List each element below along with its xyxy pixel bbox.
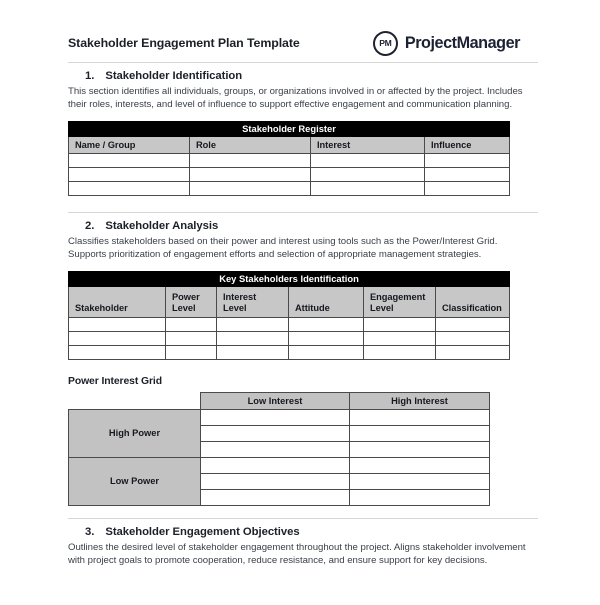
- col-engagement-level-line1: Engagement: [370, 291, 426, 302]
- grid-cell[interactable]: [350, 409, 490, 425]
- power-interest-grid-label: Power Interest Grid: [68, 375, 162, 387]
- section-2-body: Classifies stakeholders based on their power and interest using tools such as the Power/Interest Grid. Supports prioritization of engagement efforts and selection of appropriate management strategies.: [68, 235, 498, 261]
- col-attitude: [289, 286, 364, 317]
- projectmanager-logo: [373, 31, 520, 56]
- document-header: [0, 0, 600, 62]
- grid-row-low-power: Low Power: [69, 457, 201, 505]
- register-cell[interactable]: [425, 167, 510, 181]
- grid-cell[interactable]: [350, 489, 490, 505]
- register-cell[interactable]: [311, 181, 425, 195]
- key-stakeholders-cell[interactable]: [217, 331, 289, 345]
- key-stakeholders-cell[interactable]: [289, 331, 364, 345]
- table-row[interactable]: [69, 317, 510, 331]
- key-stakeholders-cell[interactable]: [217, 317, 289, 331]
- register-cell[interactable]: [311, 153, 425, 167]
- grid-cell[interactable]: [201, 457, 350, 473]
- grid-col-high-interest: High Interest: [350, 392, 490, 409]
- section-divider: [68, 212, 538, 213]
- section-stakeholder-identification: [0, 62, 600, 196]
- key-stakeholders-cell[interactable]: [289, 317, 364, 331]
- key-stakeholders-cell[interactable]: [69, 331, 166, 345]
- section-divider: [68, 62, 538, 63]
- register-col-name-group: Name / Group: [69, 136, 190, 153]
- pm-circle-icon: [373, 31, 398, 56]
- register-col-interest: Interest: [311, 136, 425, 153]
- grid-row[interactable]: [69, 457, 490, 473]
- col-power-level-line2: Level: [172, 303, 196, 314]
- grid-header-row: [69, 392, 490, 409]
- col-stakeholder: [69, 286, 166, 317]
- grid-cell[interactable]: [201, 425, 350, 441]
- col-classification: [436, 286, 510, 317]
- spacer: [0, 196, 600, 212]
- table-row[interactable]: [69, 331, 510, 345]
- key-stakeholders-cell[interactable]: [436, 331, 510, 345]
- register-cell[interactable]: [69, 181, 190, 195]
- brand-wordmark: ProjectManager: [404, 33, 520, 52]
- pm-monogram: PM: [379, 37, 392, 48]
- register-header-row: [69, 136, 510, 153]
- register-cell[interactable]: [69, 167, 190, 181]
- grid-cell[interactable]: [201, 489, 350, 505]
- key-stakeholders-cell[interactable]: [166, 317, 217, 331]
- table-row[interactable]: [69, 153, 510, 167]
- register-title-row: [69, 121, 510, 136]
- grid-cell[interactable]: [201, 409, 350, 425]
- section-3-heading: [68, 526, 538, 538]
- grid-cell[interactable]: [201, 441, 350, 457]
- col-engagement-level: [364, 286, 436, 317]
- page-title: Stakeholder Engagement Plan Template: [68, 36, 300, 50]
- key-stakeholders-cell[interactable]: [436, 345, 510, 359]
- grid-cell[interactable]: [350, 441, 490, 457]
- grid-cell[interactable]: [350, 457, 490, 473]
- key-stakeholders-cell[interactable]: [289, 345, 364, 359]
- key-stakeholders-block: [68, 271, 538, 360]
- register-cell[interactable]: [69, 153, 190, 167]
- col-interest-level-line2: Level: [223, 303, 247, 314]
- key-stakeholders-cell[interactable]: [69, 345, 166, 359]
- grid-cell[interactable]: [350, 473, 490, 489]
- grid-cell[interactable]: [201, 473, 350, 489]
- key-stakeholders-cell[interactable]: [217, 345, 289, 359]
- table-row[interactable]: [69, 345, 510, 359]
- grid-row[interactable]: [69, 409, 490, 425]
- section-stakeholder-analysis: [0, 212, 600, 360]
- section-stakeholder-engagement-objectives: [0, 518, 600, 568]
- section-3-number: 3.: [85, 525, 95, 538]
- section-2-title: Stakeholder Analysis: [105, 219, 219, 232]
- key-stakeholders-cell[interactable]: [364, 331, 436, 345]
- register-cell[interactable]: [190, 181, 311, 195]
- grid-cell[interactable]: [350, 425, 490, 441]
- section-1-number: 1.: [85, 70, 95, 82]
- col-classification-line2: Classification: [442, 303, 502, 314]
- section-3-body: Outlines the desired level of stakeholder engagement throughout the project. Aligns stakeholder involvement with project goals to promote cooperation, reduce resistance, and ensure support for key decisions.: [68, 541, 526, 567]
- register-col-influence: Influence: [425, 136, 510, 153]
- grid-col-low-interest: Low Interest: [201, 392, 350, 409]
- section-1-heading: [68, 70, 538, 82]
- section-2-number: 2.: [85, 219, 95, 232]
- register-col-role: Role: [190, 136, 311, 153]
- stakeholder-register-table: [68, 121, 510, 196]
- key-stakeholders-cell[interactable]: [436, 317, 510, 331]
- key-stakeholders-title-row: [69, 271, 510, 286]
- key-stakeholders-cell[interactable]: [166, 345, 217, 359]
- grid-row-high-power: High Power: [69, 409, 201, 457]
- col-power-level: [166, 286, 217, 317]
- stakeholder-register-block: [68, 121, 538, 196]
- col-interest-level-line1: Interest: [223, 291, 257, 302]
- section-3-title: Stakeholder Engagement Objectives: [105, 525, 300, 538]
- register-title: Stakeholder Register: [69, 121, 510, 136]
- section-divider: [68, 518, 538, 519]
- col-engagement-level-line2: Level: [370, 303, 394, 314]
- register-cell[interactable]: [311, 167, 425, 181]
- spacer: [0, 360, 600, 376]
- power-interest-grid-table: [68, 392, 490, 506]
- register-cell[interactable]: [425, 181, 510, 195]
- key-stakeholders-table: [68, 271, 510, 360]
- spacer: [0, 506, 600, 518]
- col-interest-level: [217, 286, 289, 317]
- grid-corner-cell: [69, 392, 201, 409]
- power-interest-grid-block: [0, 376, 600, 506]
- register-cell[interactable]: [425, 153, 510, 167]
- key-stakeholders-header-row: [69, 286, 510, 317]
- section-2-heading: [68, 220, 538, 232]
- key-stakeholders-cell[interactable]: [166, 331, 217, 345]
- table-row[interactable]: [69, 167, 510, 181]
- section-1-body: This section identifies all individuals, groups, or organizations involved in or affected by the project. Includes their roles, interests, and level of influence to support effective engagement and communication planning.: [68, 86, 523, 111]
- section-1-title: Stakeholder Identification: [105, 70, 243, 82]
- table-row[interactable]: [69, 181, 510, 195]
- col-attitude-line2: Attitude: [295, 303, 330, 314]
- col-power-level-line1: Power: [172, 291, 200, 302]
- register-cell[interactable]: [190, 167, 311, 181]
- register-cell[interactable]: [190, 153, 311, 167]
- key-stakeholders-cell[interactable]: [364, 345, 436, 359]
- col-stakeholder-line2: Stakeholder: [75, 303, 128, 314]
- key-stakeholders-cell[interactable]: [69, 317, 166, 331]
- key-stakeholders-cell[interactable]: [364, 317, 436, 331]
- key-stakeholders-title: Key Stakeholders Identification: [69, 271, 510, 286]
